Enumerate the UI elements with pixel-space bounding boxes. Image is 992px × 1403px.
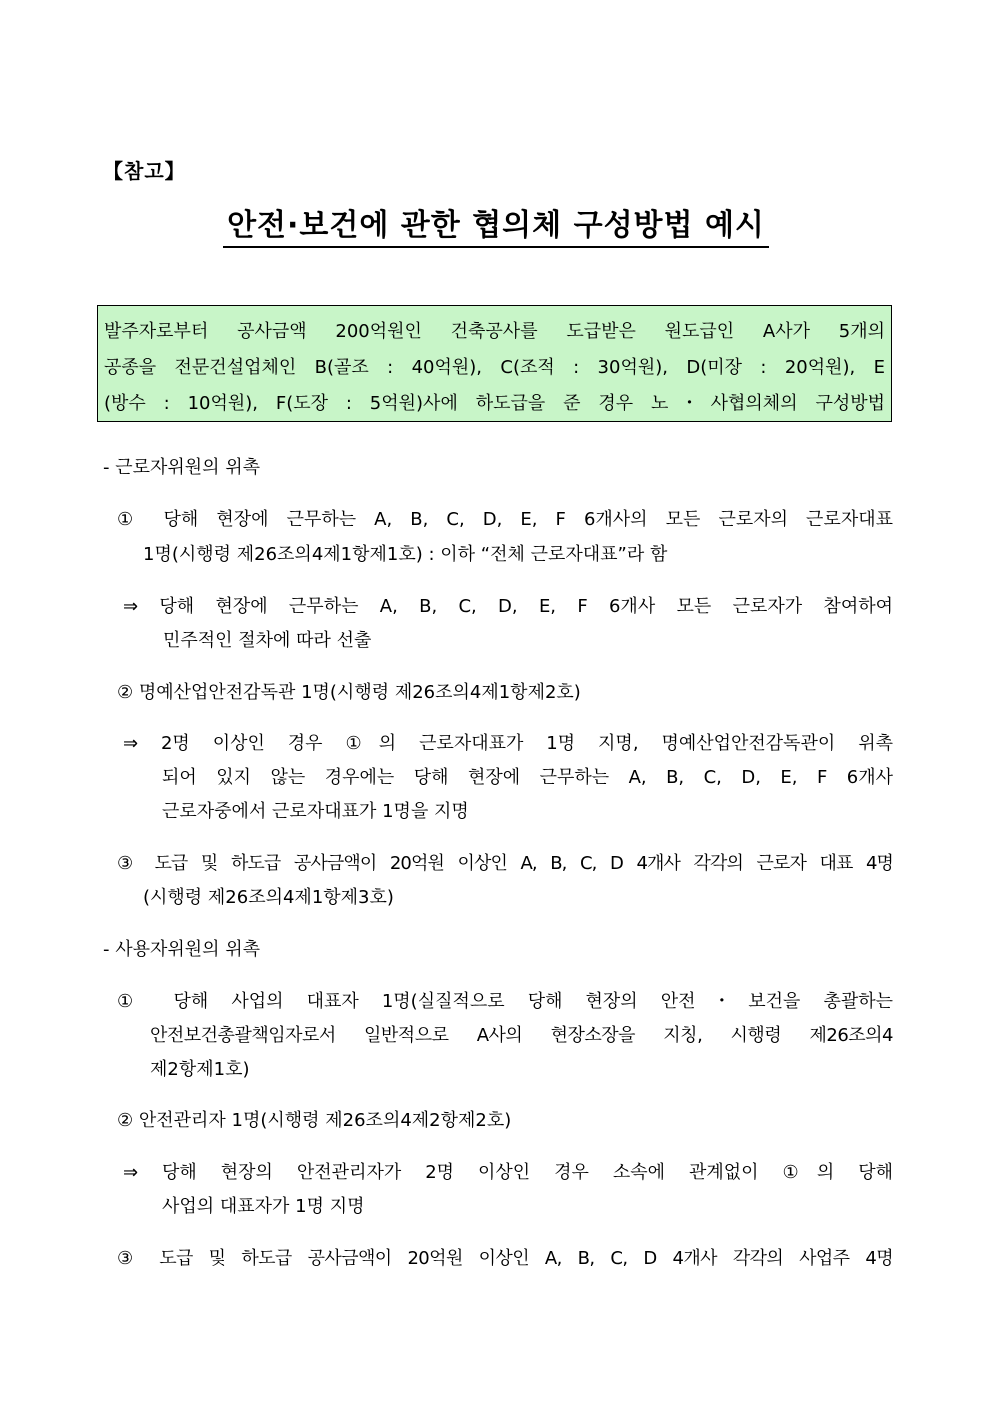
worker-members-heading: - 근로자위원의 위촉 — [103, 457, 261, 478]
worker-item-1-line-2: 1명(시행령 제26조의4제1항제1호) : 이하 “전체 근로자대표”라 함 — [143, 544, 668, 565]
scenario-line: (방수 : 10억원), F(도장 : 5억원)사에 하도급을 준 경우 노・사협의체의 구성방법 — [104, 393, 885, 414]
employer-item-1-line-3: 제2항제1호) — [150, 1059, 250, 1080]
worker-item-2: ② 명예산업안전감독관 1명(시행령 제26조의4제1항제2호) — [117, 682, 581, 703]
worker-item-2-note-line-3: 근로자중에서 근로자대표가 1명을 지명 — [162, 801, 469, 822]
worker-item-1-note-line-2: 민주적인 절차에 따라 선출 — [163, 630, 372, 651]
employer-item-3: ③ 도급 및 하도급 공사금액이 20억원 이상인 A, B, C, D 4개사 각각의 사업주 4명 — [117, 1248, 893, 1269]
employer-item-2-note-line-2: 사업의 대표자가 1명 지명 — [162, 1196, 365, 1217]
scenario-line: 공종을 전문건설업체인 B(골조 : 40억원), C(조적 : 30억원), D(미장 : 20억원), E — [104, 357, 885, 378]
page-title-wrapper — [0, 200, 992, 244]
scenario-line: 발주자로부터 공사금액 200억원인 건축공사를 도급받은 원도급인 A사가 5개의 — [104, 321, 885, 342]
employer-item-1-line-2: 안전보건총괄책임자로서 일반적으로 A사의 현장소장을 지칭, 시행령 제26조의4 — [150, 1025, 893, 1046]
reference-label: 【참고】 — [103, 159, 186, 183]
worker-item-1-note-line-1: ⇒ 당해 현장에 근무하는 A, B, C, D, E, F 6개사 모든 근로자가 참여하여 — [123, 596, 893, 617]
worker-item-2-note-line-2: 되어 있지 않는 경우에는 당해 현장에 근무하는 A, B, C, D, E, F 6개사 — [162, 767, 893, 788]
worker-item-2-note-line-1: ⇒ 2명 이상인 경우 ①의 근로자대표가 1명 지명, 명예산업안전감독관이 위촉 — [123, 733, 893, 754]
worker-item-3-line-1: ③ 도급 및 하도급 공사금액이 20억원 이상인 A, B, C, D 4개사 각각의 근로자 대표 4명 — [117, 853, 893, 874]
employer-item-1-line-1: ① 당해 사업의 대표자 1명(실질적으로 당해 현장의 안전・보건을 총괄하는 — [117, 991, 893, 1012]
page-title: 안전·보건에 관한 협의체 구성방법 예시 — [223, 208, 769, 248]
employer-members-heading: - 사용자위원의 위촉 — [103, 939, 261, 960]
employer-item-2: ② 안전관리자 1명(시행령 제26조의4제2항제2호) — [117, 1110, 512, 1131]
scenario-box — [97, 305, 892, 422]
worker-item-1-line-1: ① 당해 현장에 근무하는 A, B, C, D, E, F 6개사의 모든 근로자의 근로자대표 — [117, 509, 893, 530]
employer-item-2-note-line-1: ⇒ 당해 현장의 안전관리자가 2명 이상인 경우 소속에 관계없이 ①의 당해 — [123, 1162, 893, 1183]
worker-item-3-line-2: (시행령 제26조의4제1항제3호) — [143, 887, 394, 908]
